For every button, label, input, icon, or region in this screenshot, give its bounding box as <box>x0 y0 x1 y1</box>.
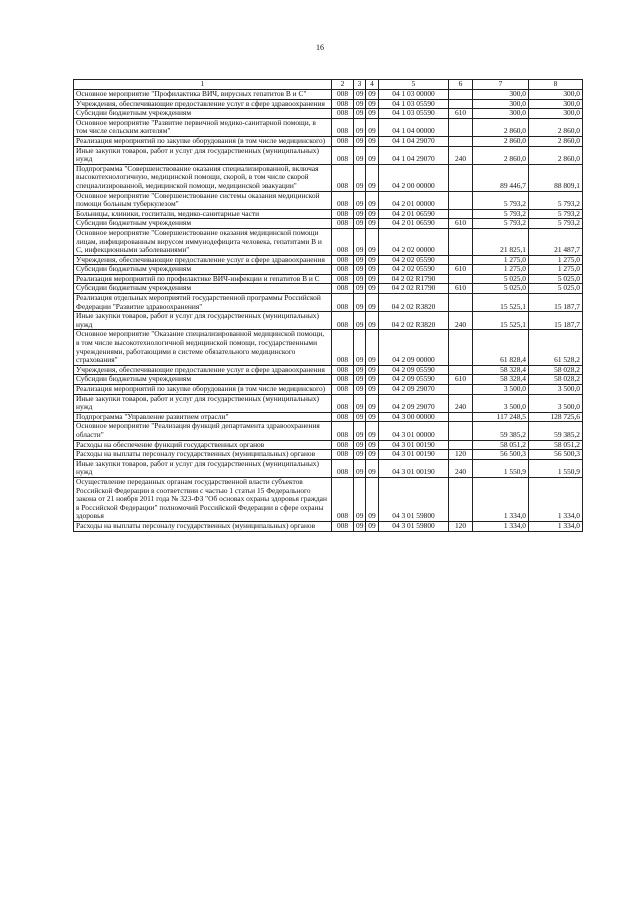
row-amount-2: 300,0 <box>529 90 583 100</box>
row-target-code: 04 1 03 05590 <box>379 99 449 109</box>
row-amount-2: 5 793,2 <box>529 191 583 209</box>
row-section-code: 09 <box>354 450 366 460</box>
table-row <box>74 294 583 312</box>
row-ministry-code: 008 <box>332 521 354 531</box>
row-name: Субсидии бюджетным учреждениям <box>74 109 332 119</box>
header-col-section: 3 <box>354 80 366 90</box>
row-section-code: 09 <box>354 99 366 109</box>
row-ministry-code: 008 <box>332 146 354 164</box>
row-amount-1: 117 248,5 <box>473 412 529 422</box>
row-subsection-code: 09 <box>366 440 379 450</box>
row-amount-1: 3 500,0 <box>473 394 529 412</box>
row-amount-2: 58 028,2 <box>529 365 583 375</box>
row-name: Учреждения, обеспечивающие предоставление услуг в сфере здравоохранения <box>74 365 332 375</box>
row-name: Основное мероприятие "Развитие первичной медико-санитарной помощи, в том числе сельским жителям" <box>74 118 332 136</box>
row-expense-code: 610 <box>449 219 473 229</box>
row-subsection-code: 09 <box>366 191 379 209</box>
row-subsection-code: 09 <box>366 385 379 395</box>
row-amount-1: 56 500,3 <box>473 450 529 460</box>
row-expense-code: 240 <box>449 459 473 477</box>
row-expense-code: 240 <box>449 394 473 412</box>
table-row <box>74 477 583 521</box>
row-amount-2: 59 385,2 <box>529 422 583 440</box>
table-row <box>74 164 583 191</box>
row-target-code: 04 2 02 05590 <box>379 265 449 275</box>
row-name: Расходы на обеспечение функций государственных органов <box>74 440 332 450</box>
row-expense-code: 610 <box>449 284 473 294</box>
row-amount-2: 58 028,2 <box>529 375 583 385</box>
row-subsection-code: 09 <box>366 284 379 294</box>
row-amount-2: 5 025,0 <box>529 284 583 294</box>
row-amount-1: 1 275,0 <box>473 255 529 265</box>
table-row <box>74 219 583 229</box>
table-row <box>74 385 583 395</box>
row-expense-code <box>449 477 473 521</box>
row-section-code: 09 <box>354 375 366 385</box>
table-row <box>74 450 583 460</box>
row-target-code: 04 3 01 00190 <box>379 450 449 460</box>
row-section-code: 09 <box>354 385 366 395</box>
row-target-code: 04 2 01 06590 <box>379 209 449 219</box>
row-amount-2: 5 025,0 <box>529 274 583 284</box>
row-name: Основное мероприятие "Реализация функций департамента здравоохранения области" <box>74 422 332 440</box>
row-amount-1: 300,0 <box>473 90 529 100</box>
row-expense-code: 120 <box>449 450 473 460</box>
row-amount-2: 1 334,0 <box>529 521 583 531</box>
row-expense-code <box>449 228 473 255</box>
row-section-code: 09 <box>354 477 366 521</box>
row-section-code: 09 <box>354 274 366 284</box>
row-subsection-code: 09 <box>366 228 379 255</box>
row-amount-2: 2 860,0 <box>529 136 583 146</box>
row-ministry-code: 008 <box>332 274 354 284</box>
row-section-code: 09 <box>354 136 366 146</box>
table-row <box>74 191 583 209</box>
row-amount-1: 1 550,9 <box>473 459 529 477</box>
row-amount-2: 1 550,9 <box>529 459 583 477</box>
row-section-code: 09 <box>354 365 366 375</box>
row-expense-code: 610 <box>449 375 473 385</box>
row-name: Реализация мероприятий по профилактике ВИЧ-инфекции и гепатитов В и С <box>74 274 332 284</box>
row-amount-1: 59 385,2 <box>473 422 529 440</box>
row-amount-2: 1 275,0 <box>529 265 583 275</box>
table-row <box>74 330 583 365</box>
row-amount-1: 5 025,0 <box>473 274 529 284</box>
row-subsection-code: 09 <box>366 136 379 146</box>
table-row <box>74 394 583 412</box>
row-amount-1: 1 334,0 <box>473 477 529 521</box>
row-expense-code <box>449 118 473 136</box>
row-name: Субсидии бюджетным учреждениям <box>74 375 332 385</box>
row-amount-2: 2 860,0 <box>529 118 583 136</box>
row-name: Расходы на выплаты персоналу государственных (муниципальных) органов <box>74 450 332 460</box>
row-section-code: 09 <box>354 109 366 119</box>
row-ministry-code: 008 <box>332 440 354 450</box>
row-target-code: 04 1 03 05590 <box>379 109 449 119</box>
row-expense-code <box>449 422 473 440</box>
table-body <box>74 90 583 532</box>
row-amount-2: 58 051,2 <box>529 440 583 450</box>
row-target-code: 04 2 09 00000 <box>379 330 449 365</box>
row-name: Иные закупки товаров, работ и услуг для государственных (муниципальных) нужд <box>74 394 332 412</box>
row-amount-2: 3 500,0 <box>529 394 583 412</box>
row-section-code: 09 <box>354 191 366 209</box>
row-target-code: 04 1 04 29070 <box>379 136 449 146</box>
row-ministry-code: 008 <box>332 422 354 440</box>
row-expense-code: 120 <box>449 521 473 531</box>
row-name: Основное мероприятие "Оказание специализированной медицинской помощи, в том числе высокотехнологичной медицинской помощи, государственными учреждениями, работающими в системе обязательного медицинского страхования" <box>74 330 332 365</box>
row-amount-1: 61 828,4 <box>473 330 529 365</box>
header-col-name: 1 <box>74 80 332 90</box>
row-subsection-code: 09 <box>366 450 379 460</box>
row-ministry-code: 008 <box>332 330 354 365</box>
row-expense-code <box>449 294 473 312</box>
header-col-amount-1: 7 <box>473 80 529 90</box>
row-subsection-code: 09 <box>366 312 379 330</box>
row-amount-1: 2 860,0 <box>473 136 529 146</box>
row-section-code: 09 <box>354 521 366 531</box>
row-amount-1: 5 793,2 <box>473 191 529 209</box>
table-row <box>74 422 583 440</box>
row-subsection-code: 09 <box>366 109 379 119</box>
row-ministry-code: 008 <box>332 209 354 219</box>
row-name: Реализация мероприятий по закупке оборудования (в том числе медицинского) <box>74 385 332 395</box>
row-amount-2: 1 275,0 <box>529 255 583 265</box>
row-amount-1: 89 446,7 <box>473 164 529 191</box>
budget-table <box>73 79 583 532</box>
row-name: Учреждения, обеспечивающие предоставление услуг в сфере здравоохранения <box>74 99 332 109</box>
row-expense-code <box>449 136 473 146</box>
row-section-code: 09 <box>354 228 366 255</box>
row-ministry-code: 008 <box>332 219 354 229</box>
header-col-target: 5 <box>379 80 449 90</box>
row-ministry-code: 008 <box>332 412 354 422</box>
row-name: Субсидии бюджетным учреждениям <box>74 284 332 294</box>
row-amount-2: 21 487,7 <box>529 228 583 255</box>
row-ministry-code: 008 <box>332 312 354 330</box>
row-name: Основное мероприятие "Профилактика ВИЧ, вирусных гепатитов В и С" <box>74 90 332 100</box>
row-ministry-code: 008 <box>332 109 354 119</box>
row-amount-2: 2 860,0 <box>529 146 583 164</box>
header-col-amount-2: 8 <box>529 80 583 90</box>
row-amount-1: 5 025,0 <box>473 284 529 294</box>
row-expense-code <box>449 385 473 395</box>
table-row <box>74 312 583 330</box>
row-name: Иные закупки товаров, работ и услуг для государственных (муниципальных) нужд <box>74 459 332 477</box>
row-name: Расходы на выплаты персоналу государственных (муниципальных) органов <box>74 521 332 531</box>
row-expense-code: 610 <box>449 109 473 119</box>
row-name: Субсидии бюджетным учреждениям <box>74 219 332 229</box>
row-target-code: 04 1 04 00000 <box>379 118 449 136</box>
row-section-code: 09 <box>354 459 366 477</box>
table-row <box>74 228 583 255</box>
row-section-code: 09 <box>354 90 366 100</box>
row-amount-1: 15 525,1 <box>473 312 529 330</box>
row-ministry-code: 008 <box>332 90 354 100</box>
row-amount-1: 2 860,0 <box>473 146 529 164</box>
row-ministry-code: 008 <box>332 136 354 146</box>
row-amount-1: 3 500,0 <box>473 385 529 395</box>
row-section-code: 09 <box>354 164 366 191</box>
row-amount-1: 21 825,1 <box>473 228 529 255</box>
row-expense-code <box>449 412 473 422</box>
row-section-code: 09 <box>354 265 366 275</box>
row-name: Основное мероприятие "Совершенствование оказания медицинской помощи лицам, инфицированным вирусом иммунодефицита человека, гепатитами В и С, инфекционными заболеваниями" <box>74 228 332 255</box>
row-name: Иные закупки товаров, работ и услуг для государственных (муниципальных) нужд <box>74 312 332 330</box>
row-subsection-code: 09 <box>366 274 379 284</box>
row-subsection-code: 09 <box>366 219 379 229</box>
table-row <box>74 459 583 477</box>
row-target-code: 04 2 02 R3820 <box>379 312 449 330</box>
row-section-code: 09 <box>354 330 366 365</box>
row-section-code: 09 <box>354 394 366 412</box>
row-target-code: 04 1 04 29070 <box>379 146 449 164</box>
table-row <box>74 136 583 146</box>
row-name: Подпрограмма "Управление развитием отрасли" <box>74 412 332 422</box>
row-amount-2: 128 725,6 <box>529 412 583 422</box>
row-ministry-code: 008 <box>332 450 354 460</box>
header-col-expense: 6 <box>449 80 473 90</box>
row-section-code: 09 <box>354 284 366 294</box>
row-target-code: 04 3 01 00190 <box>379 459 449 477</box>
table-row <box>74 118 583 136</box>
row-subsection-code: 09 <box>366 118 379 136</box>
table-row <box>74 90 583 100</box>
row-target-code: 04 3 01 59800 <box>379 521 449 531</box>
row-target-code: 04 2 02 R3820 <box>379 294 449 312</box>
row-section-code: 09 <box>354 440 366 450</box>
row-subsection-code: 09 <box>366 146 379 164</box>
row-target-code: 04 2 01 00000 <box>379 191 449 209</box>
table-row <box>74 265 583 275</box>
row-target-code: 04 2 02 R1790 <box>379 274 449 284</box>
row-expense-code: 240 <box>449 312 473 330</box>
row-amount-1: 1 334,0 <box>473 521 529 531</box>
row-name: Основное мероприятие "Совершенствование системы оказания медицинской помощи больным туберкулезом" <box>74 191 332 209</box>
row-amount-2: 88 809,1 <box>529 164 583 191</box>
table-row <box>74 109 583 119</box>
row-subsection-code: 09 <box>366 459 379 477</box>
row-section-code: 09 <box>354 209 366 219</box>
row-section-code: 09 <box>354 118 366 136</box>
row-target-code: 04 3 01 00000 <box>379 422 449 440</box>
row-ministry-code: 008 <box>332 118 354 136</box>
row-name: Иные закупки товаров, работ и услуг для государственных (муниципальных) нужд <box>74 146 332 164</box>
row-amount-1: 300,0 <box>473 99 529 109</box>
row-ministry-code: 008 <box>332 459 354 477</box>
row-subsection-code: 09 <box>366 412 379 422</box>
table-row <box>74 146 583 164</box>
row-section-code: 09 <box>354 146 366 164</box>
row-subsection-code: 09 <box>366 330 379 365</box>
row-subsection-code: 09 <box>366 365 379 375</box>
row-amount-2: 5 793,2 <box>529 209 583 219</box>
row-amount-2: 5 793,2 <box>529 219 583 229</box>
row-ministry-code: 008 <box>332 265 354 275</box>
row-target-code: 04 2 01 06590 <box>379 219 449 229</box>
row-ministry-code: 008 <box>332 255 354 265</box>
row-target-code: 04 2 09 29070 <box>379 385 449 395</box>
row-ministry-code: 008 <box>332 477 354 521</box>
row-target-code: 04 3 01 00190 <box>379 440 449 450</box>
row-amount-1: 300,0 <box>473 109 529 119</box>
row-amount-1: 58 051,2 <box>473 440 529 450</box>
row-name: Реализация мероприятий по закупке оборудования (в том числе медицинского) <box>74 136 332 146</box>
row-name: Больницы, клиники, госпитали, медико-санитарные части <box>74 209 332 219</box>
row-subsection-code: 09 <box>366 477 379 521</box>
table-row <box>74 521 583 531</box>
row-amount-1: 5 793,2 <box>473 209 529 219</box>
row-ministry-code: 008 <box>332 164 354 191</box>
row-ministry-code: 008 <box>332 284 354 294</box>
row-amount-1: 58 328,4 <box>473 375 529 385</box>
row-amount-1: 1 275,0 <box>473 265 529 275</box>
row-name: Осуществление переданных органам государственной власти субъектов Российской Федерации в соответствии с частью 1 статьи 15 Федерального закона от 21 ноября 2011 года № 323-ФЗ "Об основах охраны здоровья граждан в Российской Федерации" полномочий Российской Федерации в сфере охраны здоровья <box>74 477 332 521</box>
row-expense-code <box>449 191 473 209</box>
row-subsection-code: 09 <box>366 375 379 385</box>
row-amount-1: 2 860,0 <box>473 118 529 136</box>
page-number: 16 <box>316 43 324 52</box>
header-col-subsection: 4 <box>366 80 379 90</box>
row-section-code: 09 <box>354 422 366 440</box>
row-target-code: 04 2 02 00000 <box>379 228 449 255</box>
row-subsection-code: 09 <box>366 90 379 100</box>
row-ministry-code: 008 <box>332 385 354 395</box>
row-subsection-code: 09 <box>366 422 379 440</box>
row-target-code: 04 2 09 05590 <box>379 365 449 375</box>
row-amount-2: 15 187,7 <box>529 294 583 312</box>
row-expense-code <box>449 90 473 100</box>
row-subsection-code: 09 <box>366 394 379 412</box>
header-row <box>74 80 583 90</box>
row-amount-1: 15 525,1 <box>473 294 529 312</box>
header-col-ministry: 2 <box>332 80 354 90</box>
row-amount-2: 300,0 <box>529 109 583 119</box>
row-subsection-code: 09 <box>366 521 379 531</box>
row-section-code: 09 <box>354 255 366 265</box>
row-amount-2: 300,0 <box>529 99 583 109</box>
row-amount-2: 3 500,0 <box>529 385 583 395</box>
row-section-code: 09 <box>354 412 366 422</box>
row-amount-2: 1 334,0 <box>529 477 583 521</box>
row-section-code: 09 <box>354 312 366 330</box>
row-amount-1: 58 328,4 <box>473 365 529 375</box>
row-amount-2: 56 500,3 <box>529 450 583 460</box>
row-expense-code <box>449 330 473 365</box>
row-ministry-code: 008 <box>332 228 354 255</box>
row-name: Учреждения, обеспечивающие предоставление услуг в сфере здравоохранения <box>74 255 332 265</box>
row-target-code: 04 2 02 05590 <box>379 255 449 265</box>
row-target-code: 04 3 01 59800 <box>379 477 449 521</box>
row-subsection-code: 09 <box>366 99 379 109</box>
row-amount-1: 5 793,2 <box>473 219 529 229</box>
row-subsection-code: 09 <box>366 209 379 219</box>
row-amount-2: 61 528,2 <box>529 330 583 365</box>
row-ministry-code: 008 <box>332 375 354 385</box>
row-subsection-code: 09 <box>366 255 379 265</box>
row-target-code: 04 2 09 29070 <box>379 394 449 412</box>
row-name: Субсидии бюджетным учреждениям <box>74 265 332 275</box>
row-expense-code <box>449 164 473 191</box>
row-target-code: 04 1 03 00000 <box>379 90 449 100</box>
row-ministry-code: 008 <box>332 294 354 312</box>
row-ministry-code: 008 <box>332 99 354 109</box>
row-ministry-code: 008 <box>332 365 354 375</box>
row-section-code: 09 <box>354 294 366 312</box>
row-ministry-code: 008 <box>332 191 354 209</box>
row-target-code: 04 3 00 00000 <box>379 412 449 422</box>
row-expense-code: 610 <box>449 265 473 275</box>
row-subsection-code: 09 <box>366 294 379 312</box>
row-name: Подпрограмма "Совершенствование оказания специализированной, включая высокотехнологичную, медицинской помощи, скорой, в том числе скорой специализированной, медицинской помощи, медицинской эвакуации" <box>74 164 332 191</box>
row-expense-code: 240 <box>449 146 473 164</box>
row-target-code: 04 2 02 R1790 <box>379 284 449 294</box>
row-target-code: 04 2 09 05590 <box>379 375 449 385</box>
row-name: Реализация отдельных мероприятий государственной программы Российской Федерации "Развитие здравоохранения" <box>74 294 332 312</box>
row-subsection-code: 09 <box>366 265 379 275</box>
row-section-code: 09 <box>354 219 366 229</box>
row-target-code: 04 2 00 00000 <box>379 164 449 191</box>
row-ministry-code: 008 <box>332 394 354 412</box>
row-amount-2: 15 187,7 <box>529 312 583 330</box>
row-subsection-code: 09 <box>366 164 379 191</box>
